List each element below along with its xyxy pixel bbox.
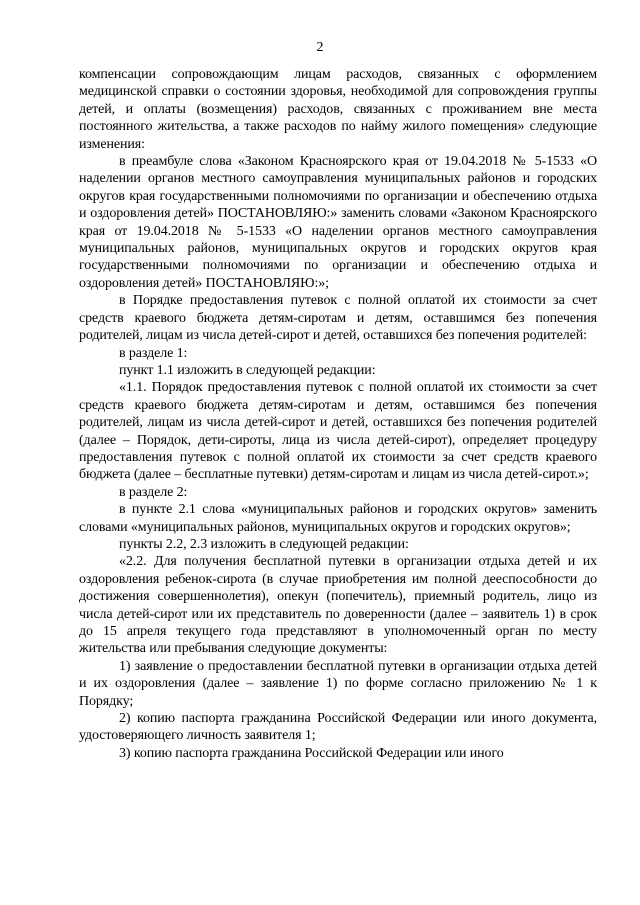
page-number: 2 (316, 40, 324, 55)
paragraph-item-2-1: в пункте 2.1 слова «муниципальных районов и городских округов» заменить словами «муниципальных районов, муниципальных округов и городских округов»; (79, 502, 597, 535)
paragraph-item-1-1: пункт 1.1 изложить в следующей редакции: (119, 362, 376, 378)
paragraph-section-1: в разделе 1: (119, 345, 188, 361)
paragraph-intro: компенсации сопровождающим лицам расходов, связанных с оформлением медицинской справки о состоянии здоровья, необходимой для сопровождения группы детей, и оплаты (возмещения) расходов, связанных с проживанием вне места постоянного жительства, а также расходов по найму жилого помещения» следующие изменения: (79, 67, 597, 152)
paragraph-preamble: в преамбуле слова «Законом Красноярского края от 19.04.2018 № 5-1533 «О наделении органов местного самоуправления муниципальных районов и городских округов края государственными полномочиями по организации и обеспечению отдыха и оздоровления детей» ПОСТАНОВЛЯЮ:» заменить словами «Законом Красноярского края от 19.04.2018 № 5-1533 «О наделении органов местного самоуправления муниципальных районов, муниципальных округов и городских округов края государственными полномочиями по организации и обеспечению отдыха и оздоровления детей» ПОСТАНОВЛЯЮ:»; (79, 154, 597, 291)
document-body (79, 66, 597, 762)
paragraph-item-2-2-text: «2.2. Для получения бесплатной путевки в организации отдыха детей и их оздоровления ребенок-сирота (в случае приобретения им полной дееспособности до достижения совершеннолетия), опекун (попечитель), приемный родитель, лицо из числа детей-сирот или их представитель по доверенности (далее – заявитель 1) в срок до 15 апреля текущего года представляют в уполномоченный орган по месту жительства или пребывания следующие документы: (79, 554, 597, 657)
list-item-2: 2) копию паспорта гражданина Российской Федерации или иного документа, удостоверяющего личность заявителя 1; (79, 711, 597, 744)
paragraph-order: в Порядке предоставления путевок с полной оплатой их стоимости за счет средств краевого бюджета детям-сиротам и детям, оставшимся без попечения родителей, лицам из числа детей-сирот и детей, оставшихся без попечения родителей: (79, 293, 597, 344)
paragraph-item-1-1-text: «1.1. Порядок предоставления путевок с полной оплатой их стоимости за счет средств краевого бюджета детям-сиротам и детям, оставшимся без попечения родителей, лицам из числа детей-сирот и детей, оставшихся без попечения родителей (далее – Порядок, дети-сироты, лица из числа детей-сирот), определяет процедуру предоставления путевок с полной оплатой их стоимости за счет средств краевого бюджета (далее – бесплатные путевки) детям-сиротам и лицам из числа детей-сирот.»; (79, 380, 597, 483)
paragraph-section-2: в разделе 2: (119, 484, 188, 500)
list-item-1: 1) заявление о предоставлении бесплатной путевки в организации отдыха детей и их оздоровления (далее – заявление 1) по форме согласно приложению № 1 к Порядку; (79, 658, 597, 709)
list-item-3: 3) копию паспорта гражданина Российской Федерации или иного (119, 745, 504, 761)
paragraph-items-2-2-2-3: пункты 2.2, 2.3 изложить в следующей редакции: (119, 536, 409, 552)
